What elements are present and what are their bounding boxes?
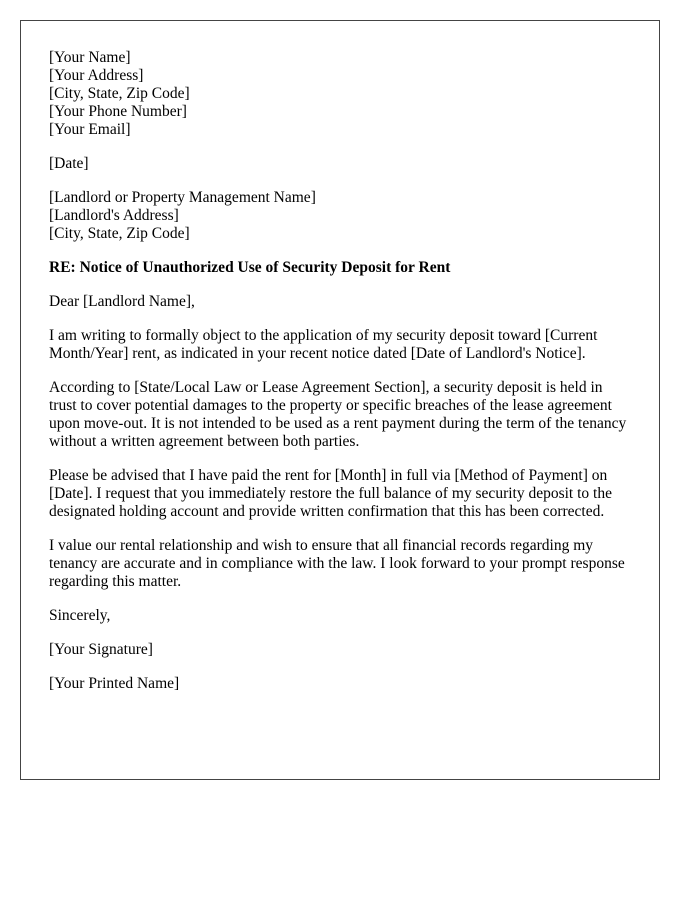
closing: Sincerely, bbox=[49, 607, 111, 624]
body-paragraph-1: I am writing to formally object to the application of my security deposit toward [Current Month/Year] rent, as indicated in your recent notice dated [Date of Landlord's Notice]. bbox=[49, 327, 598, 362]
sender-email: [Your Email] bbox=[49, 121, 131, 138]
recipient-city-state-zip: [City, State, Zip Code] bbox=[49, 225, 190, 242]
letter-date: [Date] bbox=[49, 155, 89, 172]
letter-page bbox=[20, 20, 660, 780]
body-paragraph-2: According to [State/Local Law or Lease Agreement Section], a security deposit is held in trust to cover potential damages to the property or specific breaches of the lease agreement upon move-out. It is not intended to be used as a rent payment during the term of the tenancy without a written agreement between both parties. bbox=[49, 379, 627, 450]
sender-name: [Your Name] bbox=[49, 49, 131, 66]
sender-block bbox=[49, 49, 631, 139]
sender-city-state-zip: [City, State, Zip Code] bbox=[49, 85, 190, 102]
signature-placeholder: [Your Signature] bbox=[49, 641, 153, 658]
recipient-block bbox=[49, 189, 631, 243]
recipient-address: [Landlord's Address] bbox=[49, 207, 179, 224]
sender-phone: [Your Phone Number] bbox=[49, 103, 187, 120]
salutation: Dear [Landlord Name], bbox=[49, 293, 195, 310]
body-paragraph-4: I value our rental relationship and wish to ensure that all financial records regarding my tenancy are accurate and in compliance with the law. I look forward to your prompt response regarding this matter. bbox=[49, 537, 625, 590]
body-paragraph-3: Please be advised that I have paid the rent for [Month] in full via [Method of Payment] on [Date]. I request that you immediately restore the full balance of my security deposit to the designated holding account and provide written confirmation that this has been corrected. bbox=[49, 467, 612, 520]
subject-line: RE: Notice of Unauthorized Use of Security Deposit for Rent bbox=[49, 259, 451, 276]
date-block bbox=[49, 155, 631, 173]
sender-address: [Your Address] bbox=[49, 67, 144, 84]
recipient-name: [Landlord or Property Management Name] bbox=[49, 189, 316, 206]
printed-name: [Your Printed Name] bbox=[49, 675, 180, 692]
